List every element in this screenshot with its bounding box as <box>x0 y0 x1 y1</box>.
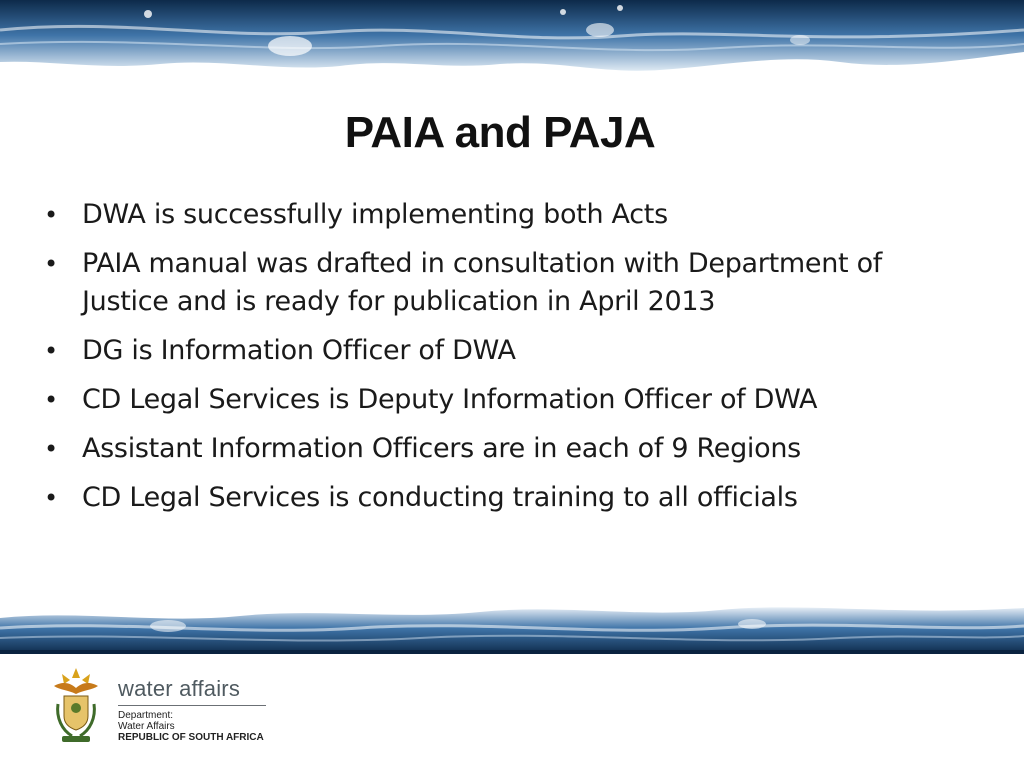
top-water-banner <box>0 0 1024 80</box>
bullet-text: DG is Information Officer of DWA <box>82 335 516 366</box>
bottom-water-banner <box>0 590 1024 654</box>
bullet-icon: • <box>44 250 58 278</box>
bullet-text: Assistant Information Officers are in each of 9 Regions <box>82 433 801 464</box>
bullet-icon: • <box>44 337 58 365</box>
bullet-item <box>40 479 970 517</box>
brand-divider <box>118 705 266 706</box>
brand-name: water affairs <box>118 676 241 701</box>
footer <box>0 654 1024 768</box>
bullet-icon: • <box>44 435 58 463</box>
bullet-text: CD Legal Services is Deputy Information Officer of DWA <box>82 384 818 415</box>
coat-of-arms-icon <box>48 664 104 744</box>
bullet-item <box>40 332 970 370</box>
department-line-2: Water Affairs <box>118 721 175 732</box>
bullet-icon: • <box>44 484 58 512</box>
slide-title: PAIA and PAJA <box>344 108 656 157</box>
department-line-1: Department: <box>118 710 174 721</box>
bullet-list <box>40 196 970 528</box>
bullet-icon: • <box>44 386 58 414</box>
bullet-text: DWA is successfully implementing both Acts <box>82 199 668 230</box>
bullet-item <box>40 196 970 234</box>
bullet-text: PAIA manual was drafted in consultation with Department of Justice and is ready for publication in April 2013 <box>82 248 882 317</box>
bullet-icon: • <box>44 201 58 229</box>
bullet-item <box>40 245 970 321</box>
bullet-item <box>40 381 970 419</box>
bullet-text: CD Legal Services is conducting training to all officials <box>82 482 798 513</box>
bullet-item <box>40 430 970 468</box>
department-block <box>118 710 264 743</box>
department-line-3: REPUBLIC OF SOUTH AFRICA <box>118 732 264 743</box>
